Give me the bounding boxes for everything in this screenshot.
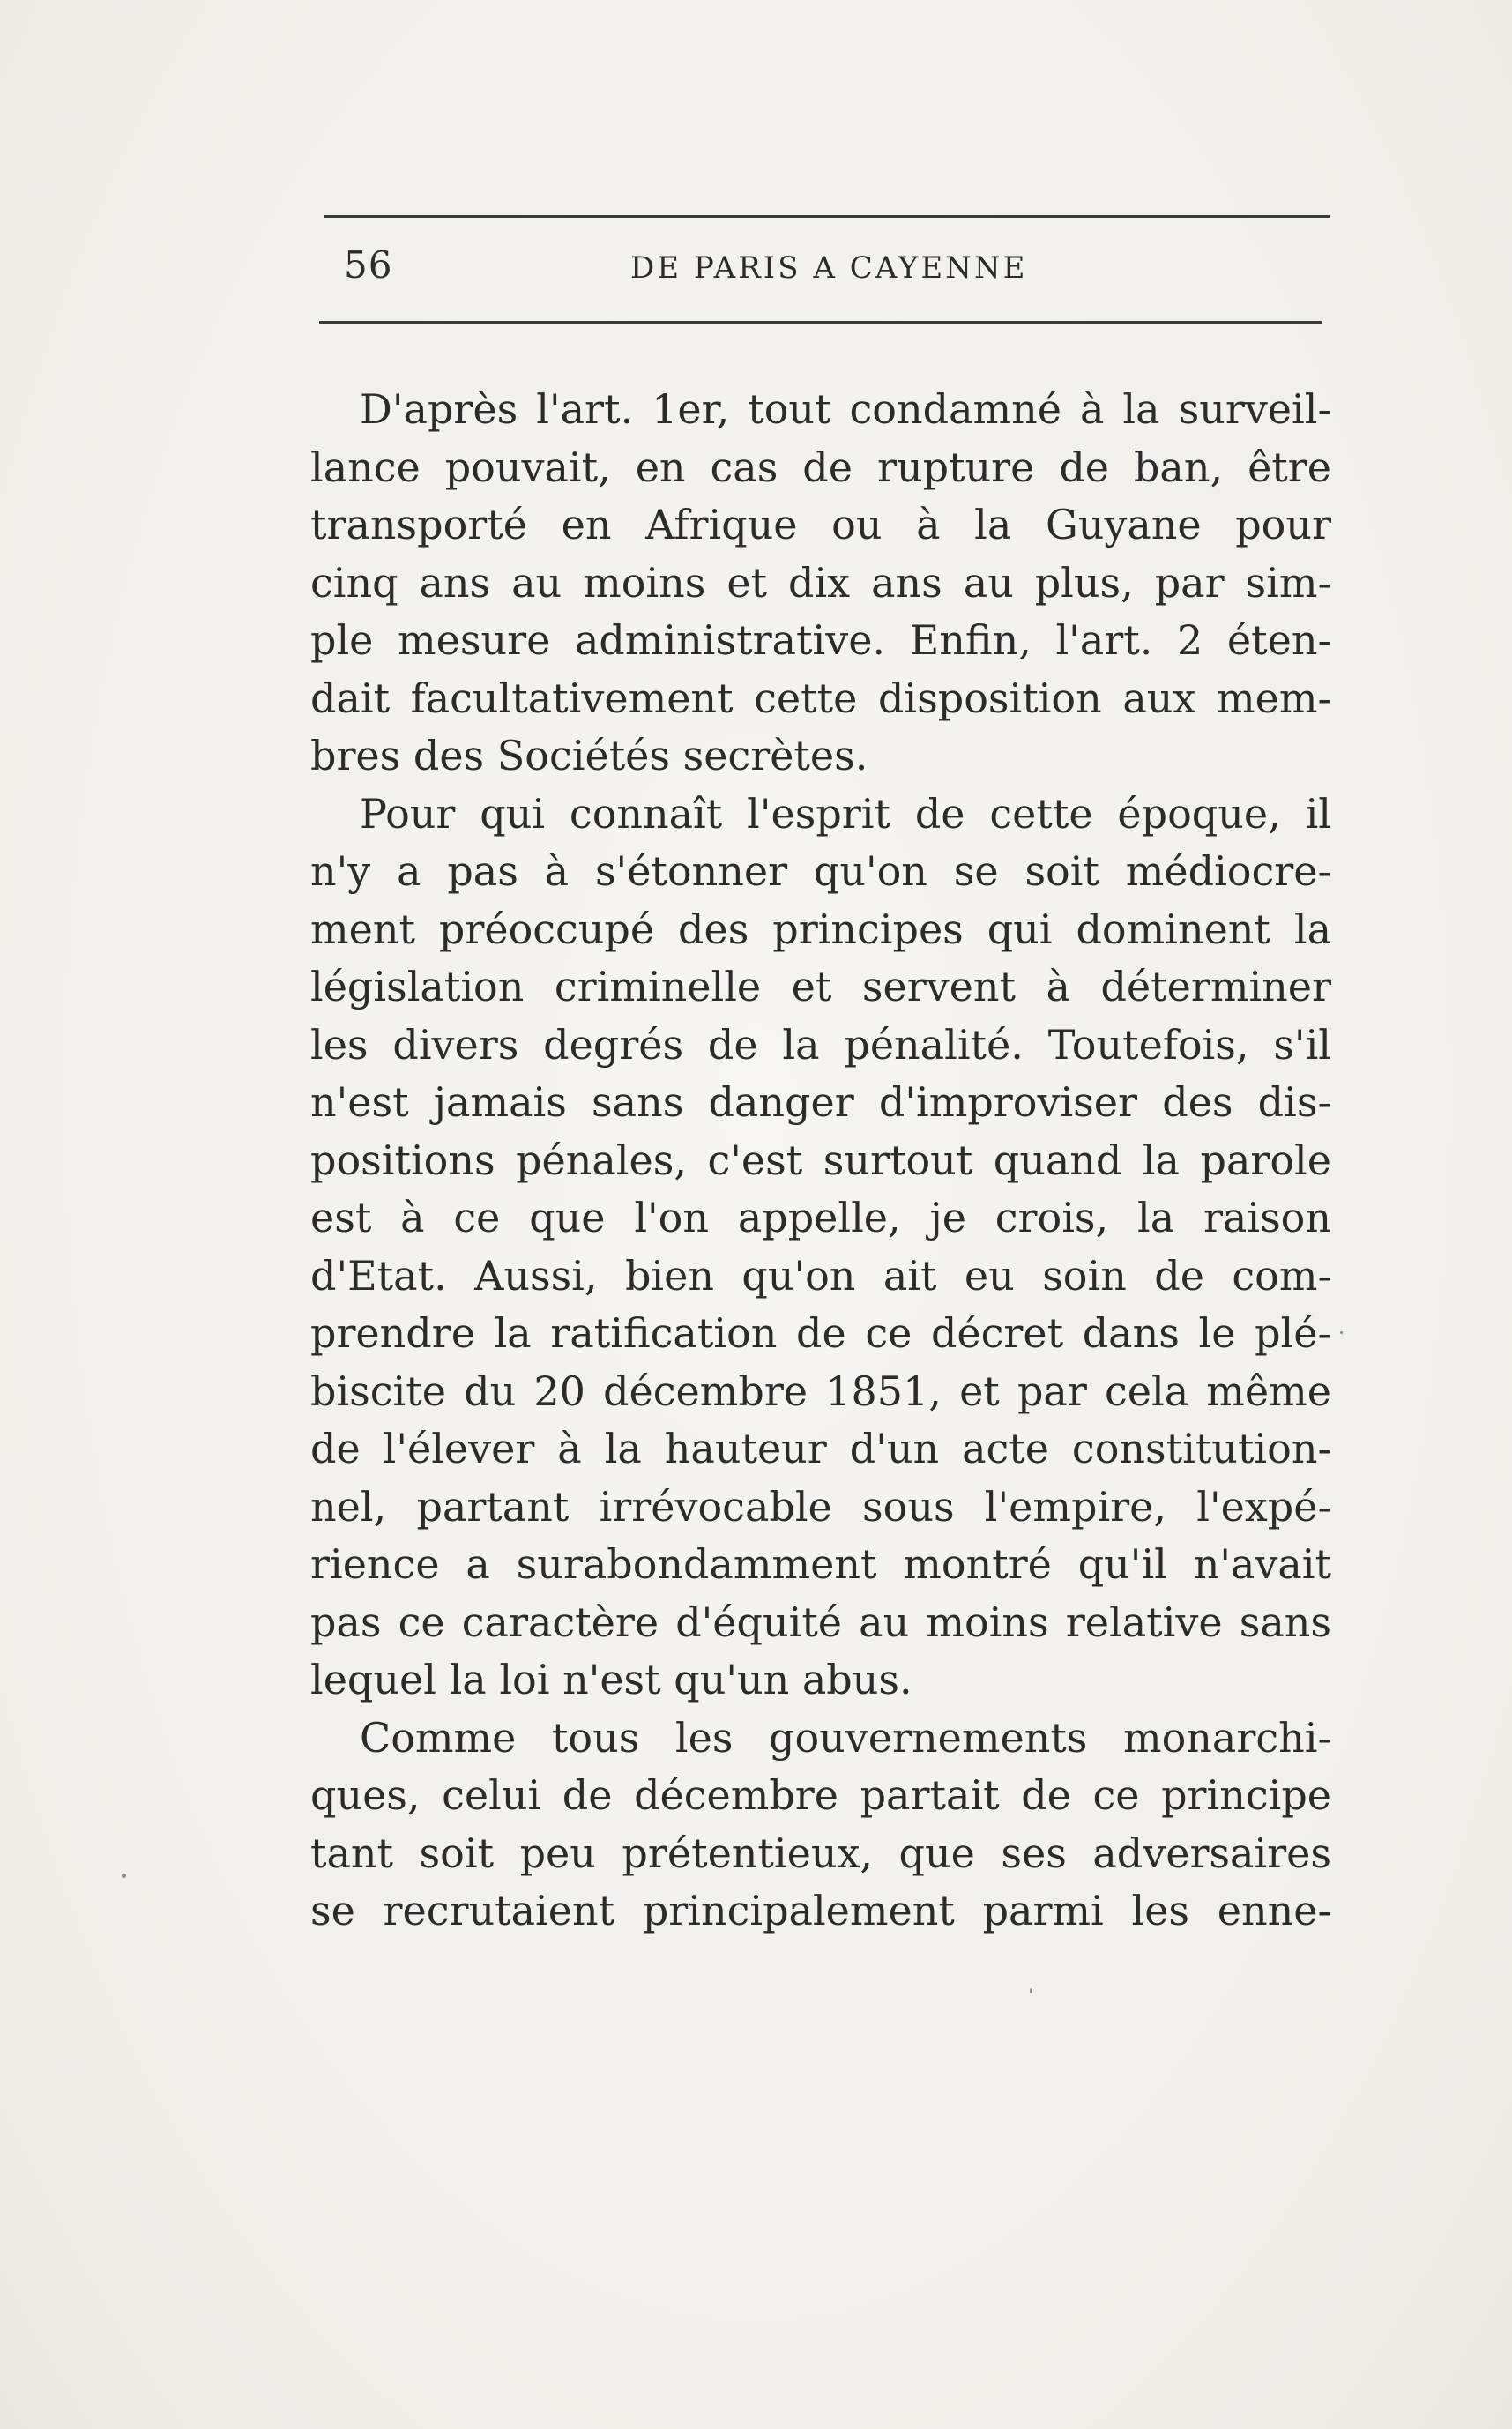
text-line: est à ce que l'on appelle, je crois, la raison: [310, 1194, 1331, 1241]
text-line: D'après l'art. 1er, tout condamné à la surveil-: [360, 385, 1331, 433]
text-line: transporté en Afrique ou à la Guyane pour: [310, 501, 1331, 548]
text-line: de l'élever à la hauteur d'un acte constitution-: [310, 1425, 1331, 1472]
body-text: [310, 381, 1331, 1941]
text-line: biscite du 20 décembre 1851, et par cela même: [310, 1367, 1331, 1415]
text-line: nel, partant irrévocable sous l'empire, l'expé-: [310, 1482, 1331, 1531]
text-line: dait facultativement cette disposition aux mem-: [310, 674, 1331, 722]
text-line: cinq ans au moins et dix ans au plus, par sim-: [310, 558, 1331, 607]
text-line: bres des Sociétés secrètes.: [310, 732, 868, 779]
text-line: Pour qui connaît l'esprit de cette époque, il: [360, 789, 1331, 838]
text-line: lequel la loi n'est qu'un abus.: [310, 1656, 912, 1703]
text-line: prendre la ratification de ce décret dans le plé-: [310, 1309, 1331, 1357]
text-line: pas ce caractère d'équité au moins relative sans: [310, 1598, 1331, 1646]
running-title: DE PARIS A CAYENNE: [630, 250, 1028, 286]
text-line: se recrutaient principalement parmi les enne-: [310, 1887, 1331, 1934]
text-line: positions pénales, c'est surtout quand la parole: [310, 1136, 1331, 1184]
header-bottom-rule: [319, 321, 1322, 324]
text-line: ment préoccupé des principes qui dominent la: [310, 905, 1331, 953]
paragraph-2: [310, 786, 1331, 1710]
text-line: n'y a pas à s'étonner qu'on se soit médiocre-: [310, 847, 1331, 895]
paper-speck: [1030, 1988, 1032, 1993]
text-line: tant soit peu prétentieux, que ses adversaires: [310, 1829, 1331, 1877]
paper-speck: [122, 1874, 126, 1878]
header-top-rule: [324, 215, 1330, 218]
paper-speck: [1340, 1331, 1343, 1334]
text-line: Comme tous les gouvernements monarchi-: [360, 1713, 1331, 1762]
text-line: n'est jamais sans danger d'improviser des dis-: [310, 1078, 1331, 1126]
paragraph-3: [310, 1710, 1331, 1941]
text-line: les divers degrés de la pénalité. Toutefois, s'il: [310, 1020, 1331, 1069]
text-line: lance pouvait, en cas de rupture de ban, être: [310, 443, 1331, 491]
paragraph-1: [310, 381, 1331, 786]
text-line: législation criminelle et servent à déterminer: [310, 963, 1331, 1010]
text-line: d'Etat. Aussi, bien qu'on ait eu soin de com-: [310, 1251, 1331, 1300]
text-line: ple mesure administrative. Enfin, l'art. 2 éten-: [310, 616, 1331, 664]
page-number: 56: [344, 243, 393, 287]
text-line: rience a surabondamment montré qu'il n'avait: [310, 1540, 1331, 1588]
page-header: [344, 243, 1322, 296]
text-line: ques, celui de décembre partait de ce principe: [310, 1771, 1331, 1819]
